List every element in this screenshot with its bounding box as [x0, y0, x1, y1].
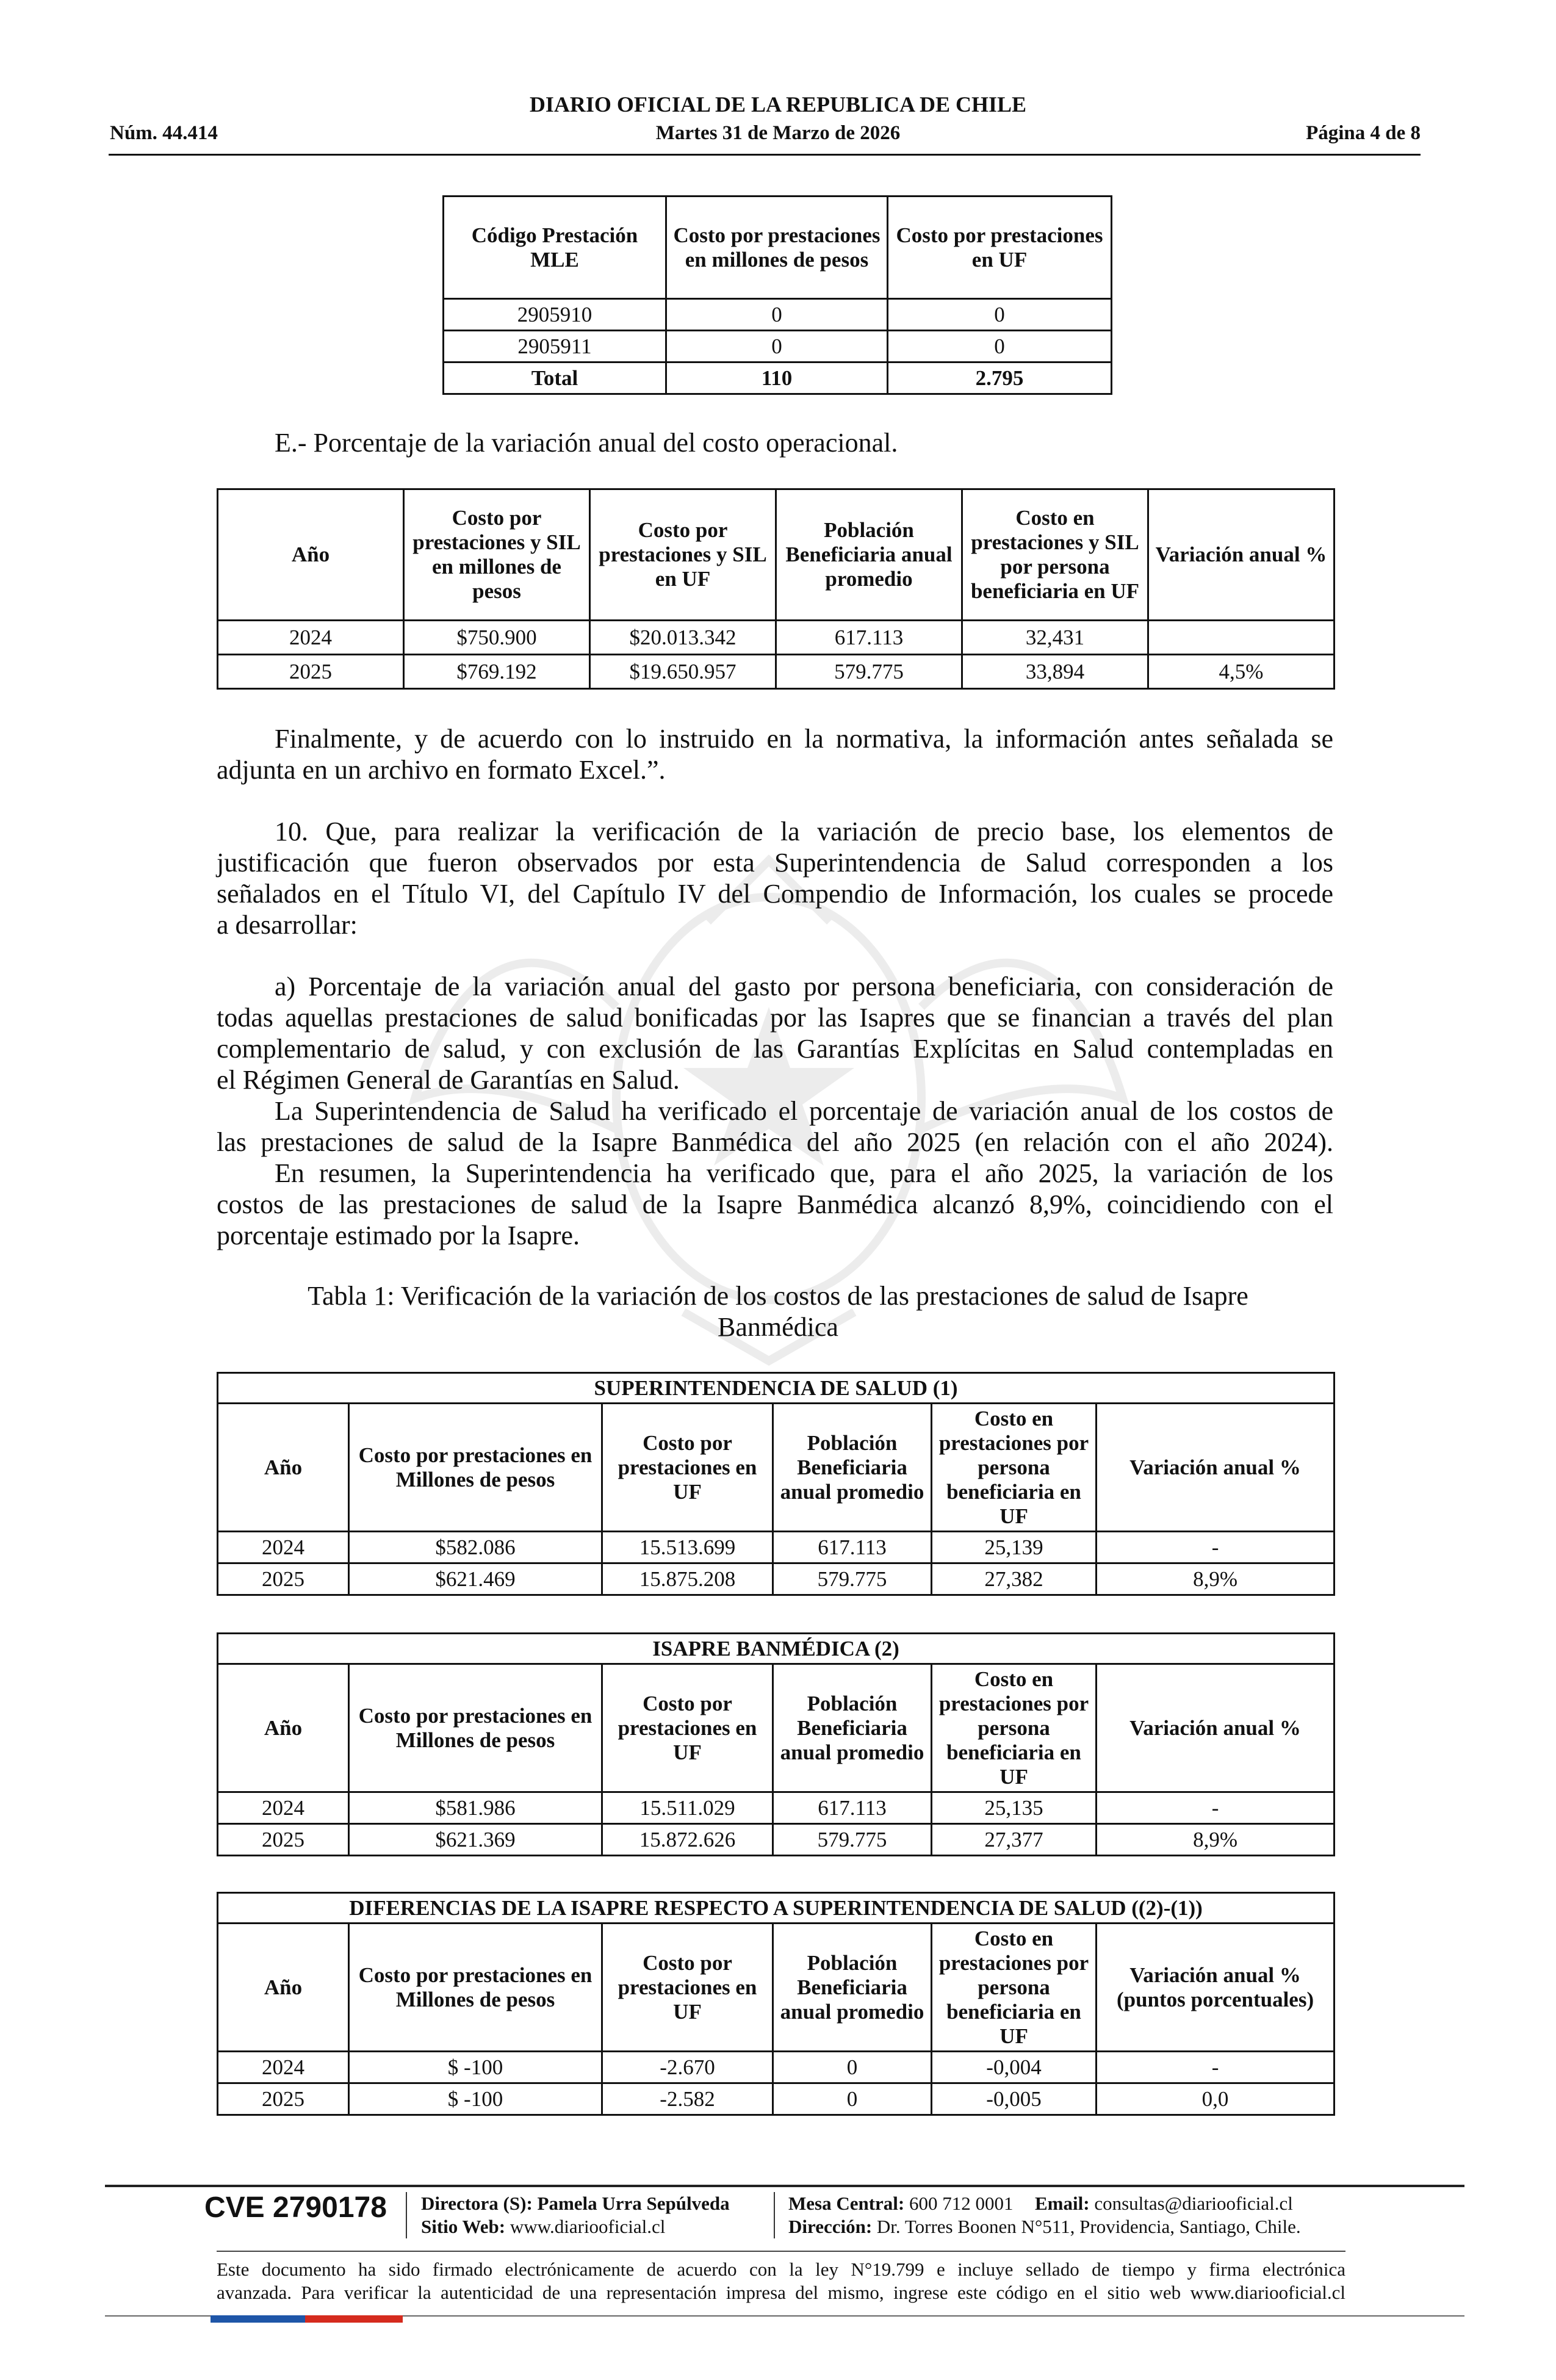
cve-code: CVE 2790178	[204, 2191, 387, 2224]
table-cell: 579.775	[773, 1824, 932, 1856]
table-cell: 2024	[218, 1532, 349, 1563]
table-cell: $581.986	[349, 1792, 602, 1824]
table1-caption-cont: Banmédica	[718, 1312, 838, 1342]
table-cell: 579.775	[773, 1563, 932, 1595]
table-caption: ISAPRE BANMÉDICA (2)	[218, 1634, 1334, 1664]
table-header-row	[218, 489, 1334, 621]
table-cell: 25,135	[932, 1792, 1097, 1824]
header-cell: Año	[218, 1404, 349, 1532]
footer-phone-value: 600 712 0001	[909, 2193, 1014, 2214]
table-cell: 579.775	[776, 655, 962, 689]
issue-date: Martes 31 de Marzo de 2026	[655, 122, 901, 144]
footer-email-link[interactable]: consultas@diariooficial.cl	[1094, 2193, 1293, 2214]
gazette-title: DIARIO OFICIAL DE LA REPUBLICA DE CHILE	[529, 92, 1027, 117]
paragraph-line: a) Porcentaje de la variación anual del gasto por persona beneficiaria, con consideración de	[275, 972, 1333, 1001]
table-caption-row	[218, 1893, 1334, 1924]
paragraph-line: las prestaciones de salud de la Isapre Banmédica del año 2025 (en relación con el año 2024).	[217, 1127, 1333, 1157]
table-cell	[1148, 621, 1334, 655]
paragraph-line: 10. Que, para realizar la verificación de la variación de precio base, los elementos de	[275, 817, 1333, 846]
footer-phone	[788, 2192, 1293, 2215]
paragraph-line: el Régimen General de Garantías en Salud.	[217, 1065, 680, 1095]
table-cell: 2905911	[444, 331, 666, 362]
header-cell: Costo por prestaciones en UF	[602, 1924, 773, 2052]
paragraph-line: adjunta en un archivo en formato Excel.”.	[217, 755, 666, 785]
table-cell: 2905910	[444, 299, 666, 331]
table-cell: 33,894	[962, 655, 1148, 689]
table-cell: 617.113	[776, 621, 962, 655]
table-cell: $582.086	[349, 1532, 602, 1563]
header-cell: Costo por prestaciones en Millones de pesos	[349, 1664, 602, 1792]
table-caption-row	[218, 1373, 1334, 1404]
table-header-row	[218, 1664, 1334, 1792]
table-cell: -	[1097, 1532, 1334, 1563]
table-cell: $ -100	[349, 2052, 602, 2083]
table-caption-row	[218, 1634, 1334, 1664]
flag-stripe	[211, 2315, 403, 2323]
table-cell: $621.369	[349, 1824, 602, 1856]
table-header-row	[218, 1404, 1334, 1532]
table-cell: 0	[888, 299, 1112, 331]
footer-website	[421, 2215, 665, 2238]
table-cell: $19.650.957	[590, 655, 776, 689]
header-divider	[109, 154, 1421, 156]
table-row	[218, 2083, 1334, 2115]
table-cell: 0	[888, 331, 1112, 362]
footer-address-label: Dirección:	[788, 2216, 873, 2237]
table-cell: 2025	[218, 1824, 349, 1856]
header-cell: Variación anual %	[1097, 1404, 1334, 1532]
footer-website-link[interactable]: www.diariooficial.cl	[510, 2216, 666, 2237]
table-cell: 2025	[218, 2083, 349, 2115]
paragraph-line: En resumen, la Superintendencia ha verificado que, para el año 2025, la variación de los	[275, 1158, 1333, 1188]
table-cell: 2025	[218, 655, 404, 689]
superintendencia-table	[217, 1372, 1335, 1596]
table-cell: 4,5%	[1148, 655, 1334, 689]
header-cell: Costo en prestaciones por persona beneficiaria en UF	[932, 1924, 1097, 2052]
footer-email-label: Email:	[1035, 2193, 1090, 2214]
table-header-row	[218, 1924, 1334, 2052]
footer-director: Directora (S): Pamela Urra Sepúlveda	[421, 2193, 730, 2214]
page-number: Página 4 de 8	[1306, 122, 1421, 144]
table-row	[218, 1824, 1334, 1856]
header-cell: Costo en prestaciones por persona beneficiaria en UF	[932, 1404, 1097, 1532]
table-cell: 2024	[218, 621, 404, 655]
table-header-row	[444, 197, 1112, 299]
footer-legal-line: avanzada. Para verificar la autenticidad de una representación impresa del mismo, ingrese este código en el sitio web www.diariooficial.cl	[217, 2282, 1345, 2303]
header-cell: Costo por prestaciones en millones de pesos	[666, 197, 888, 299]
table-cell: Total	[444, 362, 666, 394]
table-cell: 15.513.699	[602, 1532, 773, 1563]
table-cell: 2024	[218, 1792, 349, 1824]
table-cell: 617.113	[773, 1792, 932, 1824]
table-row	[444, 299, 1112, 331]
footer-divider	[105, 2185, 1464, 2187]
footer-website-label: Sitio Web:	[421, 2216, 506, 2237]
table-row	[444, 331, 1112, 362]
header-cell: Costo por prestaciones en UF	[888, 197, 1112, 299]
paragraph-line: justificación que fueron observados por esta Superintendencia de Salud corresponden a los	[217, 848, 1333, 878]
paragraph-line: complementario de salud, y con exclusión de las Garantías Explícitas en Salud contempladas en	[217, 1034, 1333, 1064]
table-cell: 27,377	[932, 1824, 1097, 1856]
header-cell: Año	[218, 1924, 349, 2052]
table-cell: 0	[773, 2083, 932, 2115]
flag-blue-segment	[211, 2315, 305, 2323]
paragraph-line: La Superintendencia de Salud ha verificado el porcentaje de variación anual de los costos de	[275, 1096, 1333, 1126]
flag-red-segment	[305, 2315, 403, 2323]
table-row	[218, 1792, 1334, 1824]
table-caption: DIFERENCIAS DE LA ISAPRE RESPECTO A SUPERINTENDENCIA DE SALUD ((2)-(1))	[218, 1893, 1334, 1924]
table-cell: 0	[666, 331, 888, 362]
paragraph-line: señalados en el Título VI, del Capítulo IV del Compendio de Información, los cuales se procede	[217, 879, 1333, 909]
table-cell: 32,431	[962, 621, 1148, 655]
header-cell: Costo por prestaciones en Millones de pesos	[349, 1924, 602, 2052]
paragraph-line: a desarrollar:	[217, 910, 358, 940]
header-cell: Año	[218, 489, 404, 621]
paragraph-line: todas aquellas prestaciones de salud bonificadas por las Isapres que se financian a través del plan	[217, 1003, 1333, 1033]
footer-legal-line: Este documento ha sido firmado electrónicamente de acuerdo con la ley N°19.799 e incluye sellado de tiempo y firma electrónica	[217, 2259, 1345, 2280]
table-cell: $621.469	[349, 1563, 602, 1595]
footer-separator	[406, 2192, 407, 2238]
table-cell: 2024	[218, 2052, 349, 2083]
table-cell: 8,9%	[1097, 1824, 1334, 1856]
header-cell: Población Beneficiaria anual promedio	[773, 1924, 932, 2052]
table-caption: SUPERINTENDENCIA DE SALUD (1)	[218, 1373, 1334, 1404]
table-cell: $20.013.342	[590, 621, 776, 655]
header-cell: Costo por prestaciones en Millones de pesos	[349, 1404, 602, 1532]
table-cell: 110	[666, 362, 888, 394]
table-cell: 0,0	[1097, 2083, 1334, 2115]
footer-address-value: Dr. Torres Boonen N°511, Providencia, Santiago, Chile.	[876, 2216, 1301, 2237]
table-cell: 0	[773, 2052, 932, 2083]
table-cell: 8,9%	[1097, 1563, 1334, 1595]
table-cell: 2.795	[888, 362, 1112, 394]
table-row	[218, 655, 1334, 689]
header-cell: Variación anual % (puntos porcentuales)	[1097, 1924, 1334, 2052]
header-cell: Variación anual %	[1148, 489, 1334, 621]
table-cell: $ -100	[349, 2083, 602, 2115]
table-cell: 0	[666, 299, 888, 331]
table-cell: -0,005	[932, 2083, 1097, 2115]
header-cell: Población Beneficiaria anual promedio	[776, 489, 962, 621]
header-cell: Año	[218, 1664, 349, 1792]
header-cell: Población Beneficiaria anual promedio	[773, 1404, 932, 1532]
table-total-row	[444, 362, 1112, 394]
header-cell: Costo en prestaciones y SIL por persona beneficiaria en UF	[962, 489, 1148, 621]
table-row	[218, 1532, 1334, 1563]
table-cell: -	[1097, 1792, 1334, 1824]
mle-cost-table	[442, 195, 1112, 395]
section-e-heading: E.- Porcentaje de la variación anual del costo operacional.	[275, 428, 898, 458]
table-row	[218, 621, 1334, 655]
table1-caption: Tabla 1: Verificación de la variación de los costos de las prestaciones de salud de Isapre	[308, 1281, 1248, 1311]
table-cell: 25,139	[932, 1532, 1097, 1563]
header-cell: Costo por prestaciones y SIL en UF	[590, 489, 776, 621]
table-row	[218, 2052, 1334, 2083]
table-cell: $769.192	[404, 655, 590, 689]
header-cell: Código Prestación MLE	[444, 197, 666, 299]
table-cell: -2.670	[602, 2052, 773, 2083]
table-cell: -0,004	[932, 2052, 1097, 2083]
table-cell: 15.872.626	[602, 1824, 773, 1856]
header-cell: Población Beneficiaria anual promedio	[773, 1664, 932, 1792]
header-cell: Variación anual %	[1097, 1664, 1334, 1792]
footer-divider	[217, 2251, 1345, 2252]
footer-separator	[774, 2192, 775, 2238]
header-cell: Costo por prestaciones en UF	[602, 1664, 773, 1792]
isapre-table	[217, 1632, 1335, 1856]
table-cell: 2025	[218, 1563, 349, 1595]
table-cell: -2.582	[602, 2083, 773, 2115]
table-cell: 617.113	[773, 1532, 932, 1563]
issue-number: Núm. 44.414	[110, 122, 218, 144]
paragraph-line: Finalmente, y de acuerdo con lo instruido en la normativa, la información antes señalada se	[275, 724, 1333, 754]
header-cell: Costo por prestaciones en UF	[602, 1404, 773, 1532]
table-cell: $750.900	[404, 621, 590, 655]
header-cell: Costo en prestaciones por persona beneficiaria en UF	[932, 1664, 1097, 1792]
table-cell: 15.875.208	[602, 1563, 773, 1595]
paragraph-line: porcentaje estimado por la Isapre.	[217, 1221, 580, 1250]
header-cell: Costo por prestaciones y SIL en millones de pesos	[404, 489, 590, 621]
differences-table	[217, 1892, 1335, 2116]
footer-address	[788, 2215, 1301, 2238]
operational-cost-table	[217, 488, 1335, 690]
table-cell: 15.511.029	[602, 1792, 773, 1824]
table-row	[218, 1563, 1334, 1595]
table-cell: -	[1097, 2052, 1334, 2083]
paragraph-line: costos de las prestaciones de salud de la Isapre Banmédica alcanzó 8,9%, coincidiendo con el	[217, 1189, 1333, 1219]
footer-phone-label: Mesa Central:	[788, 2193, 905, 2214]
table-cell: 27,382	[932, 1563, 1097, 1595]
